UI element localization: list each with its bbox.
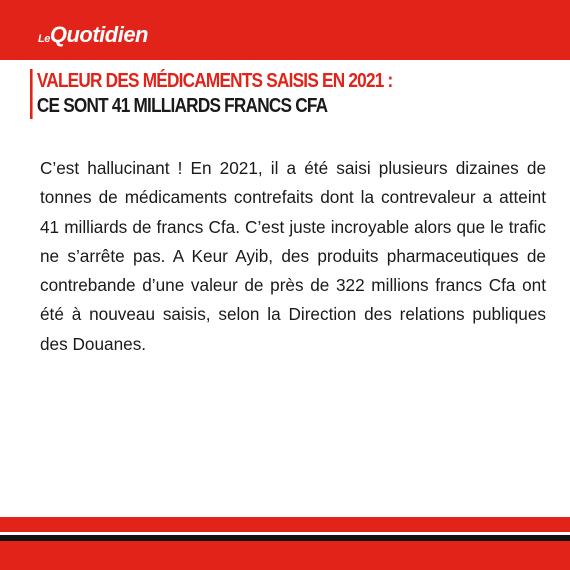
footer-bar (0, 541, 570, 570)
headline-line-2: CE SONT 41 MILLIARDS FRANCS CFA (36, 95, 328, 117)
headline-line-1: VALEUR DES MÉDICAMENTS SAISIS EN 2021 : (36, 70, 393, 92)
article-body: C’est hallucinant ! En 2021, il a été saisi plusieurs dizaines de tonnes de médicaments contrefaits dont la contrevaleur a atteint 41 milliards de francs Cfa. C’est juste incroyable alors que le trafic ne s’arrête pas. A Keur Ayib, des produits pharmaceutiques de contrebande d’une valeur de près de 322 millions francs Cfa ont été à nouveau saisis, selon la Direction des relations publiques des Douanes. (40, 158, 546, 354)
headline (30, 69, 393, 119)
logo-name: Quotidien (49, 22, 148, 47)
logo-prefix: Le (38, 33, 50, 45)
footer-stripe-red (0, 517, 570, 532)
newspaper-logo (38, 24, 148, 46)
header-bar (0, 0, 570, 60)
